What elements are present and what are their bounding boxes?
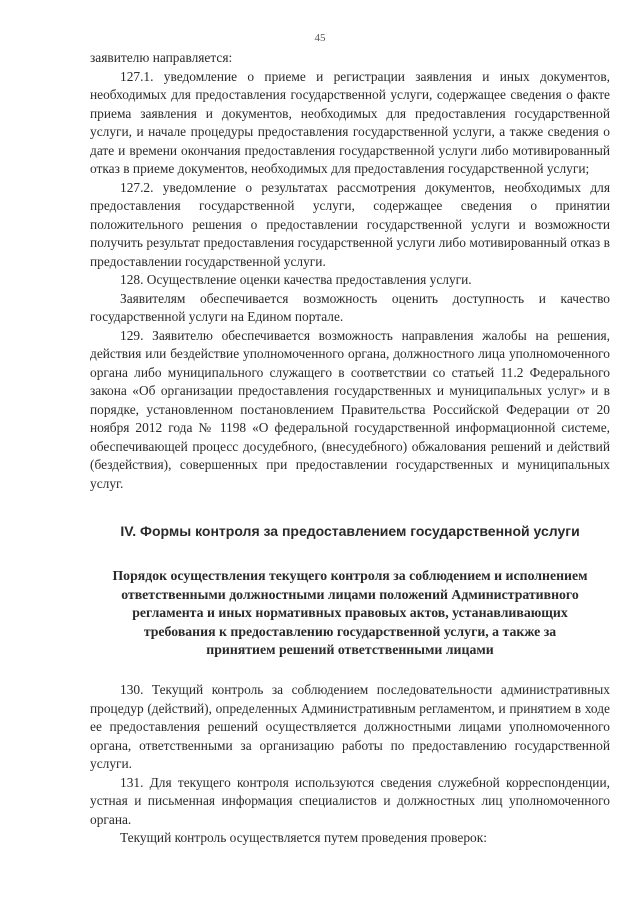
body-text-bottom xyxy=(90,681,610,848)
page-number: 45 xyxy=(314,32,326,44)
paragraph-129: 129. Заявителю обеспечивается возможность направления жалобы на решения, действия или бездействие уполномоченного органа, должностного лица уполномоченного органа либо муниципального служащего в соответствии со статьей 11.2 Федерального закона «Об организации предоставления государственных и муниципальных услуг» и в порядке, установленном постановлением Правительства Российской Федерации от 20 ноября 2012 года № 1198 «О федеральной государственной информационной системе, обеспечивающей процесс досудебного, (внесудебного) обжалования решений и действий (бездействия), совершенных при предоставлении государственных и муниципальных услуг. xyxy=(90,327,610,491)
body-text-top xyxy=(90,49,610,493)
paragraph-127-2: 127.2. уведомление о результатах рассмотрения документов, необходимых для предоставления государственной услуги, содержащее сведения о принятии положительного решения о предоставлении государственной услуги и возможности получить результат предоставления государственной услуги либо мотивированный отказ в предоставлении государственной услуги. xyxy=(90,179,610,269)
paragraph-131: 131. Для текущего контроля используются сведения служебной корреспонденции, устная и письменная информация специалистов и должностных лиц уполномоченного органа. xyxy=(90,774,610,827)
paragraph-quality-assessment: Заявителям обеспечивается возможность оценить доступность и качество государственной услуги на Едином портале. xyxy=(90,290,610,324)
paragraph-checks: Текущий контроль осуществляется путем проведения проверок: xyxy=(120,830,487,845)
paragraph-intro: заявителю направляется: xyxy=(90,50,233,65)
paragraph-128: 128. Осуществление оценки качества предоставления услуги. xyxy=(120,272,472,287)
subsection-title: Порядок осуществления текущего контроля за соблюдением и исполнением ответственными должностными лицами положений Административного регламента и иных нормативных правовых актов, устанавливающих требования к предоставлению государственной услуги, а также за принятием решений ответственными лицами xyxy=(112,568,588,657)
section-title: IV. Формы контроля за предоставлением государственной услуги xyxy=(120,523,580,539)
paragraph-127-1: 127.1. уведомление о приеме и регистрации заявления и иных документов, необходимых для предоставления государственной услуги, содержащее сведения о факте приема заявления и документов, необходимых для предоставления государственной услуги, и начале процедуры предоставления государственной услуги, а также сведения о дате и времени окончания предоставления государственной услуги либо мотивированный отказ в приеме документов, необходимых для предоставления государственной услуги; xyxy=(90,68,610,176)
paragraph-130: 130. Текущий контроль за соблюдением последовательности административных процедур (действий), определенных Административным регламентом, и принятием в ходе ее предоставления решений осуществляется должностными лицами уполномоченного органа, ответственными за организацию работы по предоставлению государственной услуги. xyxy=(90,682,610,771)
